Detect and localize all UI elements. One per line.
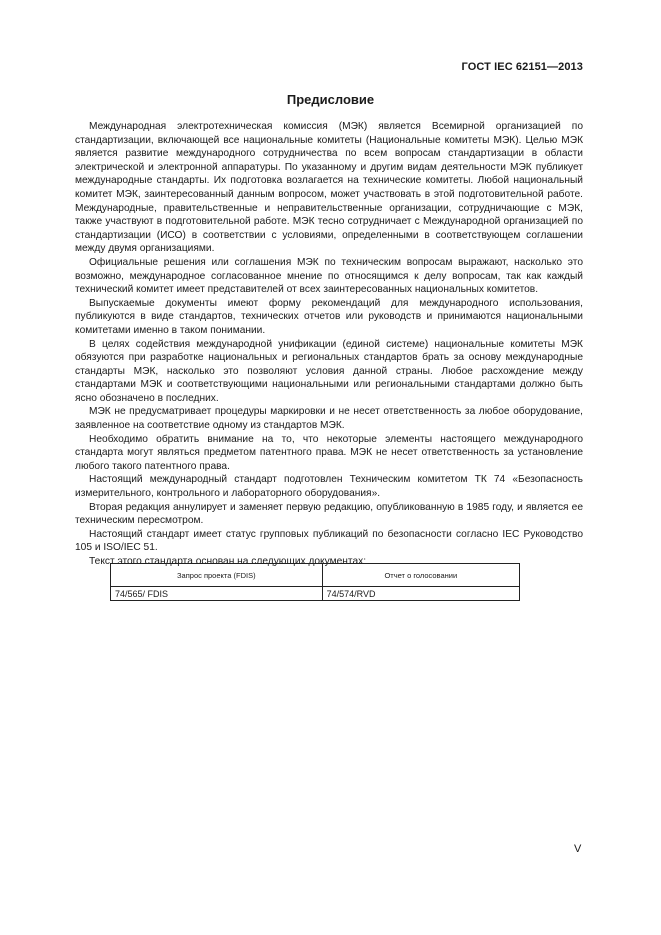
column-header-fdis: Запрос проекта (FDIS) xyxy=(111,564,323,587)
table-row xyxy=(111,587,520,601)
paragraph: МЭК не предусматривает процедуры маркировки и не несет ответственность за любое оборудование, заявленное на соответствие одному из стандартов МЭК. xyxy=(75,406,583,432)
paragraph: Текст этого стандарта основан на следующих документах: xyxy=(89,556,367,567)
page-title: Предисловие xyxy=(286,92,375,107)
paragraph: Настоящий международный стандарт подготовлен Техническим комитетом ТК 74 «Безопасность измерительного, контрольного и лабораторного оборудования». xyxy=(75,474,583,500)
standard-code: ГОСТ IEC 62151—2013 xyxy=(461,61,583,73)
table-header-row xyxy=(111,564,520,587)
paragraph: В целях содействия международной унификации (единой системе) национальные комитеты МЭК обязуются при разработке национальных и региональных стандартов брать за основу международные стандарты МЭК, насколько это позволяют условия данной страны. Любое расхождение между стандартами МЭК и соответствующими национальными или региональными стандартами должно быть ясно обозначено в последних. xyxy=(75,338,583,404)
page-number: V xyxy=(574,843,582,855)
paragraph: Выпускаемые документы имеют форму рекомендаций для международного использования, публикуются в виде стандартов, технических отчетов или руководств и принимаются национальными комитетами именно в таком понимании. xyxy=(75,297,583,336)
paragraph: Официальные решения или соглашения МЭК по техническим вопросам выражают, насколько это возможно, международное согласованное мнение по относящимся к делу вопросам, так как каждый технический комитет имеет представителей от всех заинтересованных национальных комитетов. xyxy=(75,256,583,296)
table-cell-rvd: 74/574/RVD xyxy=(322,587,519,601)
paragraph: Международная электротехническая комиссия (МЭК) является Всемирной организацией по стандартизации, включающей все национальные комитеты (Национальные комитеты МЭК). Целью МЭК является развитие международного сотрудничества по всем вопросам стандартизации в области электрической и электронной аппаратуры. По указанному и другим видам деятельности МЭК публикует международные стандарты. Их подготовка возлагается на технические комитеты. Любой национальный комитет МЭК, заинтересованный данным вопросом, может участвовать в этой подготовительной работе. Международные, правительственные и неправительственные организации, сотрудничающие с МЭК, также участвуют в подготовительной работе. МЭК тесно сотрудничает с Международной организацией по стандартизации (ИСО) в соответствии с условиями, определенными в соответствующем соглашении между двумя организациями. xyxy=(75,121,583,255)
paragraph: Вторая редакция аннулирует и заменяет первую редакцию, опубликованную в 1985 году, и является ее техническим пересмотром. xyxy=(75,501,583,527)
column-header-voting-report: Отчет о голосовании xyxy=(322,564,519,587)
paragraph: Необходимо обратить внимание на то, что некоторые элементы настоящего международного стандарта могут являться предметом патентного права. МЭК не несет ответственность за установление любого такого патентного права. xyxy=(75,433,583,472)
foreword-body xyxy=(75,120,583,569)
documents-table xyxy=(110,563,520,601)
paragraph: Настоящий стандарт имеет статус групповых публикаций по безопасности согласно IEC Руководство 105 и ISO/IEC 51. xyxy=(75,528,583,554)
table-cell-fdis: 74/565/ FDIS xyxy=(111,587,323,601)
